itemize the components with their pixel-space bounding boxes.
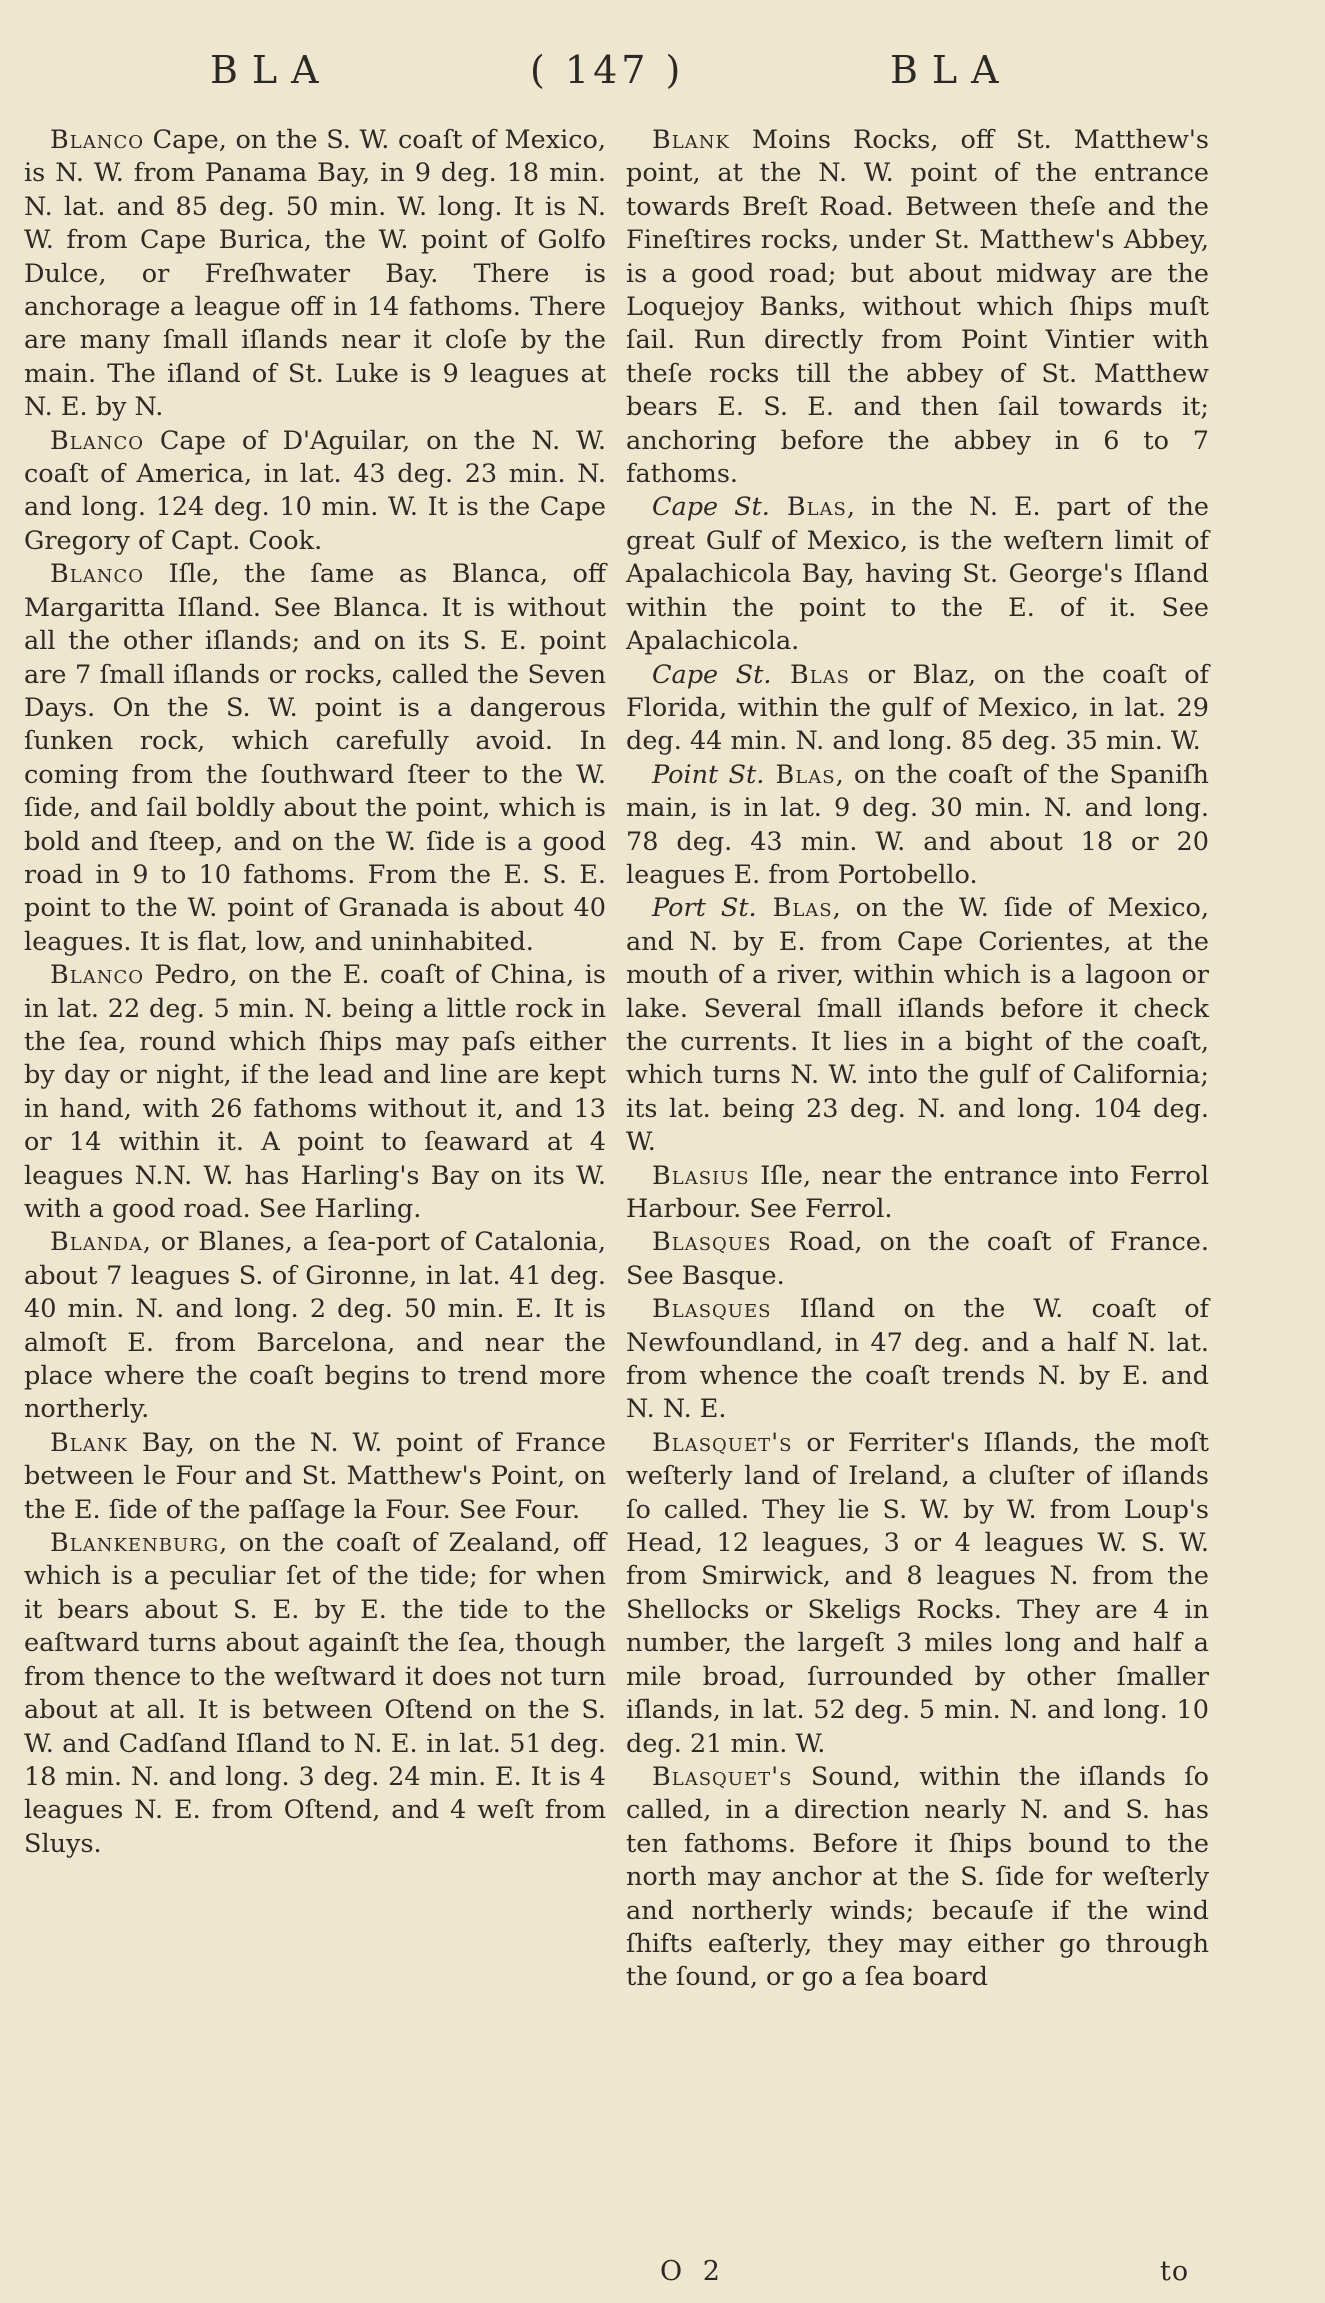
entry-blasquets-sound: Blasquet's Sound, within the iſlands ſo called, in a direction nearly N. and S. has ten fathoms. Before it ſhips bound to the north may anchor at the S. ſide for weſterly and northerly winds; becauſe if the wind ſhifts eaſterly, they may either go through the ſound, or go a ſea board — [626, 1761, 1209, 1993]
entry-cape-st-blas-1: Cape St. Blas, in the N. E. part of the great Gulf of Mexico, is the weſtern limit of Apalachicola Bay, having St. George's Iſland within the point to the E. of it. See Apalachicola. — [626, 492, 1209, 657]
page-number: ( 147 ) — [530, 48, 685, 92]
entry-port-st-blas: Port St. Blas, on the W. ſide of Mexico, and N. by E. from Cape Corientes, at the mouth of a river, within which is a lagoon or lake. Several ſmall iſlands before it check the currents. It lies in a bight of the coaſt, which turns N. W. into the gulf of California; its lat. being 23 deg. N. and long. 104 deg. W. — [626, 893, 1209, 1158]
entry-blasius-isle: Blasius Iſle, near the entrance into Ferrol Harbour. See Ferrol. — [626, 1160, 1209, 1224]
entry-blanda: Blanda, or Blanes, a ſea-port of Catalonia, about 7 leagues S. of Gironne, in lat. 41 deg. 40 min. N. and long. 2 deg. 50 min. E. It is almoſt E. from Barcelona, and near the place where the coaſt begins to trend more northerly. — [24, 1227, 606, 1425]
entry-blank-moins-rocks: Blank Moins Rocks, off St. Matthew's point, at the N. W. point of the entrance towards Breſt Road. Between theſe and the Fineſtires rocks, under St. Matthew's Abbey, is a good road; but about midway are the Loquejoy Banks, without which ſhips muſt ſail. Run directly from Point Vintier with theſe rocks till the abbey of St. Matthew bears E. S. E. and then ſail towards it; anchoring before the abbey in 6 to 7 fathoms. — [626, 125, 1209, 490]
running-header — [0, 48, 1325, 108]
entry-blanco-cape: Blanco Cape, on the S. W. coaſt of Mexico, is N. W. from Panama Bay, in 9 deg. 18 min. N. lat. and 85 deg. 50 min. W. long. It is N. W. from Cape Burica, the W. point of Golfo Dulce, or Freſhwater Bay. There is anchorage a league off in 14 fathoms. There are many ſmall iſlands near it cloſe by the main. The iſland of St. Luke is 9 leagues at N. E. by N. — [24, 125, 606, 423]
catchword: to — [1160, 2256, 1190, 2287]
entry-blasquets-islands: Blasquet's or Ferriter's Iſlands, the moſt weſterly land of Ireland, a cluſter of iſlands ſo called. They lie S. W. by W. from Loup's Head, 12 leagues, 3 or 4 leagues W. S. W. from Smirwick, and 8 leagues N. from the Shellocks or Skeligs Rocks. They are 4 in number, the largeſt 3 miles long and half a mile broad, ſurrounded by other ſmaller iſlands, in lat. 52 deg. 5 min. N. and long. 10 deg. 21 min. W. — [626, 1427, 1209, 1759]
left-column — [24, 124, 606, 1861]
page-footer — [0, 2256, 1325, 2296]
entry-blanco-pedro: Blanco Pedro, on the E. coaſt of China, is in lat. 22 deg. 5 min. N. being a little rock in the ſea, round which ſhips may paſs either by day or night, if the lead and line are kept in hand, with 26 fathoms without it, and 13 or 14 within it. A point to ſeaward at 4 leagues N.N. W. has Harling's Bay on its W. with a good road. See Harling. — [24, 960, 606, 1224]
entry-blankenburg: Blankenburg, on the coaſt of Zealand, off which is a peculiar ſet of the tide; for when it bears about S. E. by E. the tide to the eaſtward turns about againſt the ſea, though from thence to the weſtward it does not turn about at all. It is between Oſtend on the S. W. and Cadſand Iſland to N. E. in lat. 51 deg. 18 min. N. and long. 3 deg. 24 min. E. It is 4 leagues N. E. from Oſtend, and 4 weſt from Sluys. — [24, 1528, 606, 1859]
right-column — [626, 124, 1209, 1995]
header-left: BLA — [210, 48, 333, 92]
header-right: BLA — [890, 48, 1013, 92]
entry-blanco-cape-daguilar: Blanco Cape of D'Aguilar, on the N. W. coaſt of America, in lat. 43 deg. 23 min. N. and long. 124 deg. 10 min. W. It is the Cape Gregory of Capt. Cook. — [24, 425, 606, 556]
entry-blanco-isle: Blanco Iſle, the ſame as Blanca, off Margaritta Iſland. See Blanca. It is without all the other iſlands; and on its S. E. point are 7 ſmall iſlands or rocks, called the Seven Days. On the S. W. point is a dangerous ſunken rock, which carefully avoid. In coming from the ſouthward ſteer to the W. ſide, and ſail boldly about the point, which is bold and ſteep, and on the W. ſide is a good road in 9 to 10 fathoms. From the E. S. E. point to the W. point of Granada is about 40 leagues. It is flat, low, and uninhabited. — [24, 559, 606, 957]
entry-blasques-island: Blasques Iſland on the W. coaſt of Newfoundland, in 47 deg. and a half N. lat. from whence the coaſt trends N. by E. and N. N. E. — [626, 1294, 1209, 1425]
entry-blank-bay: Blank Bay, on the N. W. point of France between le Four and St. Matthew's Point, on the E. ſide of the paſſage la Four. See Four. — [24, 1427, 606, 1525]
signature-mark: O 2 — [660, 2256, 726, 2287]
entry-point-st-blas: Point St. Blas, on the coaſt of the Spaniſh main, is in lat. 9 deg. 30 min. N. and long. 78 deg. 43 min. W. and about 18 or 20 leagues E. from Portobello. — [626, 759, 1209, 890]
entry-cape-st-blas-2: Cape St. Blas or Blaz, on the coaſt of Florida, within the gulf of Mexico, in lat. 29 deg. 44 min. N. and long. 85 deg. 35 min. W. — [626, 659, 1209, 757]
entry-blasques-road: Blasques Road, on the coaſt of France. See Basque. — [626, 1227, 1209, 1291]
